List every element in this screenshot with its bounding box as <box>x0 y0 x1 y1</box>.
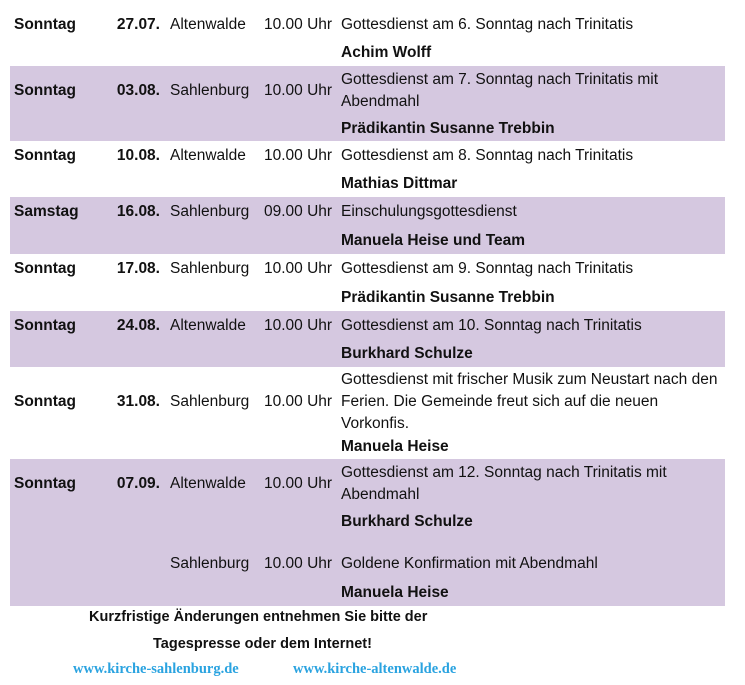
description: Gottesdienst mit frischer Musik zum Neustart nach den Ferien. Die Gemeinde freut sich auf die neuen Vorkonfis. <box>341 371 718 432</box>
link-kirche-altenwalde[interactable]: www.kirche-altenwalde.de <box>293 661 457 677</box>
date-label: 27.07. <box>116 16 160 33</box>
place-label: Altenwalde <box>170 16 246 33</box>
date-label: 24.08. <box>116 317 160 334</box>
schedule-row <box>10 311 725 367</box>
officiant-name: Burkhard Schulze <box>341 513 473 530</box>
schedule-row <box>10 141 725 197</box>
day-label: Sonntag <box>14 317 76 334</box>
officiant-name: Manuela Heise und Team <box>341 232 526 249</box>
date-label: 17.08. <box>116 260 160 277</box>
schedule-row <box>10 367 725 459</box>
time-label: 09.00 Uhr <box>264 203 333 220</box>
officiant-name: Manuela Heise <box>341 438 449 455</box>
schedule-row <box>10 459 725 549</box>
place-label: Sahlenburg <box>170 260 250 277</box>
time-label: 10.00 Uhr <box>264 393 333 410</box>
place-label: Sahlenburg <box>170 393 250 410</box>
officiant-name: Manuela Heise <box>341 584 449 601</box>
place-label: Altenwalde <box>170 317 246 334</box>
time-label: 10.00 Uhr <box>264 317 333 334</box>
day-label: Samstag <box>14 203 79 220</box>
place-label: Sahlenburg <box>170 82 250 99</box>
time-label: 10.00 Uhr <box>264 555 333 572</box>
schedule-row <box>10 10 725 66</box>
time-label: 10.00 Uhr <box>264 260 333 277</box>
day-label: Sonntag <box>14 147 76 164</box>
description: Gottesdienst am 7. Sonntag nach Trinitatis mit Abendmahl <box>341 71 659 110</box>
day-label: Sonntag <box>14 260 76 277</box>
officiant-name: Achim Wolff <box>341 44 432 61</box>
place-label: Altenwalde <box>170 475 246 492</box>
time-label: 10.00 Uhr <box>264 475 333 492</box>
schedule-row <box>10 197 725 254</box>
date-label: 10.08. <box>116 147 160 164</box>
description: Einschulungsgottesdienst <box>341 203 517 220</box>
schedule-row <box>10 549 725 606</box>
date-label: 07.09. <box>116 475 160 492</box>
schedule-row <box>10 254 725 311</box>
place-label: Sahlenburg <box>170 555 250 572</box>
time-label: 10.00 Uhr <box>264 16 333 33</box>
place-label: Altenwalde <box>170 147 246 164</box>
description: Goldene Konfirmation mit Abendmahl <box>341 555 598 572</box>
day-label: Sonntag <box>14 393 76 410</box>
notice-line-1: Kurzfristige Änderungen entnehmen Sie bitte der <box>89 609 428 625</box>
officiant-name: Burkhard Schulze <box>341 345 473 362</box>
notice-line-2: Tagespresse oder dem Internet! <box>153 636 372 652</box>
date-label: 16.08. <box>116 203 160 220</box>
officiant-name: Prädikantin Susanne Trebbin <box>341 120 555 137</box>
officiant-name: Prädikantin Susanne Trebbin <box>341 289 555 306</box>
day-label: Sonntag <box>14 475 76 492</box>
day-label: Sonntag <box>14 82 76 99</box>
time-label: 10.00 Uhr <box>264 82 333 99</box>
description: Gottesdienst am 12. Sonntag nach Trinitatis mit Abendmahl <box>341 464 667 503</box>
service-schedule <box>10 10 725 606</box>
description: Gottesdienst am 10. Sonntag nach Trinitatis <box>341 317 642 334</box>
description: Gottesdienst am 6. Sonntag nach Trinitatis <box>341 16 634 33</box>
description: Gottesdienst am 9. Sonntag nach Trinitatis <box>341 260 634 277</box>
schedule-row <box>10 66 725 141</box>
date-label: 31.08. <box>116 393 160 410</box>
officiant-name: Mathias Dittmar <box>341 175 458 192</box>
date-label: 03.08. <box>116 82 160 99</box>
time-label: 10.00 Uhr <box>264 147 333 164</box>
place-label: Sahlenburg <box>170 203 250 220</box>
description: Gottesdienst am 8. Sonntag nach Trinitatis <box>341 147 634 164</box>
day-label: Sonntag <box>14 16 76 33</box>
link-kirche-sahlenburg[interactable]: www.kirche-sahlenburg.de <box>73 661 239 677</box>
